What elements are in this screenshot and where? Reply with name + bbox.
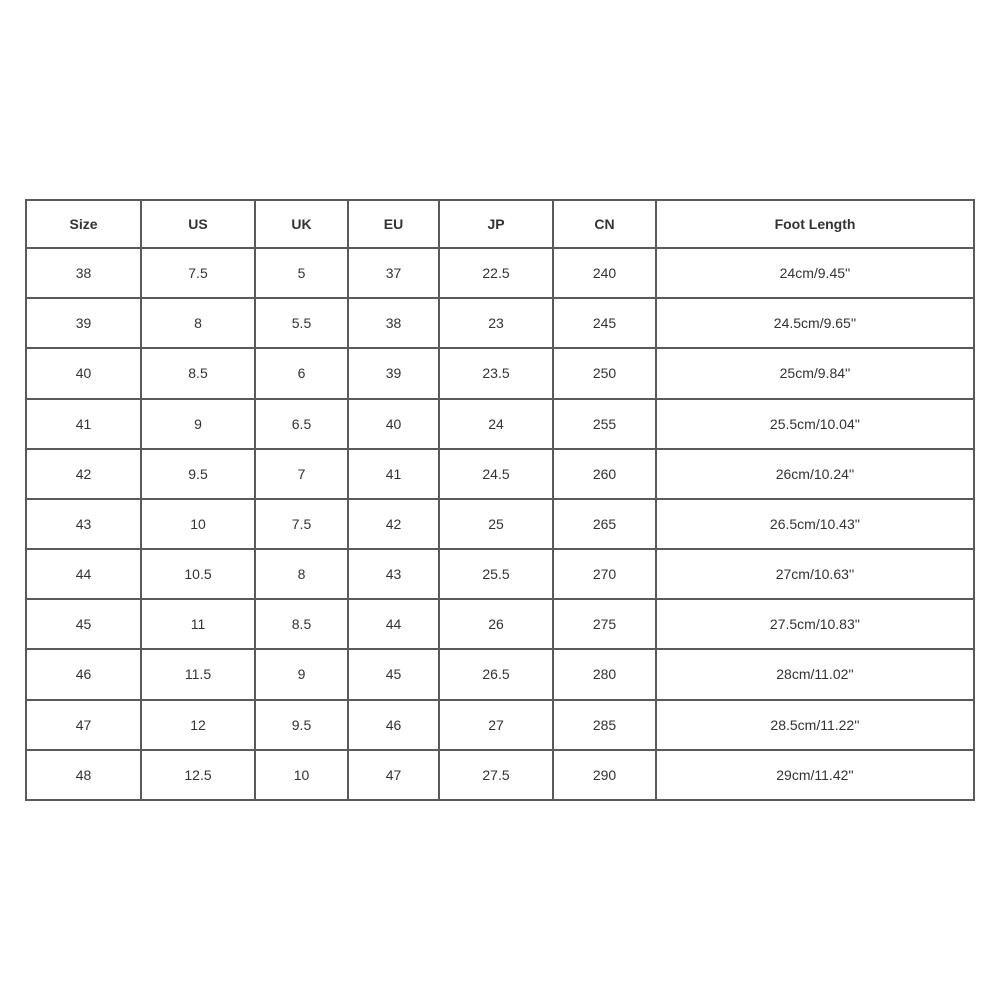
cell-foot-length: 27cm/10.63'' — [656, 549, 974, 599]
cell-uk: 7.5 — [255, 499, 348, 549]
cell-foot-length: 25.5cm/10.04'' — [656, 399, 974, 449]
cell-size: 47 — [26, 700, 141, 750]
cell-size: 45 — [26, 599, 141, 649]
cell-jp: 27 — [439, 700, 553, 750]
cell-eu: 45 — [348, 649, 439, 699]
table-row — [26, 499, 974, 549]
header-us: US — [141, 200, 255, 248]
header-foot-length: Foot Length — [656, 200, 974, 248]
cell-jp: 26 — [439, 599, 553, 649]
cell-eu: 39 — [348, 348, 439, 398]
cell-foot-length: 26.5cm/10.43'' — [656, 499, 974, 549]
cell-cn: 245 — [553, 298, 656, 348]
cell-size: 46 — [26, 649, 141, 699]
header-eu: EU — [348, 200, 439, 248]
header-uk: UK — [255, 200, 348, 248]
cell-cn: 290 — [553, 750, 656, 800]
cell-uk: 9 — [255, 649, 348, 699]
cell-us: 12 — [141, 700, 255, 750]
cell-us: 9 — [141, 399, 255, 449]
cell-uk: 6.5 — [255, 399, 348, 449]
table-header — [26, 200, 974, 248]
cell-cn: 285 — [553, 700, 656, 750]
cell-uk: 8 — [255, 549, 348, 599]
cell-jp: 23 — [439, 298, 553, 348]
cell-cn: 280 — [553, 649, 656, 699]
cell-foot-length: 28cm/11.02'' — [656, 649, 974, 699]
cell-cn: 255 — [553, 399, 656, 449]
cell-uk: 5 — [255, 248, 348, 298]
cell-jp: 24 — [439, 399, 553, 449]
cell-eu: 37 — [348, 248, 439, 298]
cell-jp: 23.5 — [439, 348, 553, 398]
cell-jp: 27.5 — [439, 750, 553, 800]
cell-us: 8 — [141, 298, 255, 348]
cell-eu: 41 — [348, 449, 439, 499]
table-row — [26, 649, 974, 699]
table-row — [26, 449, 974, 499]
table-row — [26, 298, 974, 348]
cell-us: 7.5 — [141, 248, 255, 298]
cell-jp: 25 — [439, 499, 553, 549]
cell-uk: 7 — [255, 449, 348, 499]
cell-size: 41 — [26, 399, 141, 449]
cell-us: 11.5 — [141, 649, 255, 699]
cell-eu: 44 — [348, 599, 439, 649]
cell-us: 11 — [141, 599, 255, 649]
cell-foot-length: 28.5cm/11.22'' — [656, 700, 974, 750]
cell-cn: 275 — [553, 599, 656, 649]
table-body — [26, 248, 974, 800]
table-row — [26, 700, 974, 750]
cell-us: 12.5 — [141, 750, 255, 800]
cell-cn: 250 — [553, 348, 656, 398]
table-row — [26, 750, 974, 800]
header-size: Size — [26, 200, 141, 248]
header-jp: JP — [439, 200, 553, 248]
cell-foot-length: 27.5cm/10.83'' — [656, 599, 974, 649]
cell-jp: 24.5 — [439, 449, 553, 499]
cell-us: 9.5 — [141, 449, 255, 499]
table-row — [26, 599, 974, 649]
cell-foot-length: 25cm/9.84'' — [656, 348, 974, 398]
cell-cn: 260 — [553, 449, 656, 499]
header-cn: CN — [553, 200, 656, 248]
cell-eu: 43 — [348, 549, 439, 599]
cell-jp: 26.5 — [439, 649, 553, 699]
cell-size: 38 — [26, 248, 141, 298]
table-row — [26, 399, 974, 449]
cell-cn: 265 — [553, 499, 656, 549]
cell-foot-length: 29cm/11.42'' — [656, 750, 974, 800]
cell-uk: 6 — [255, 348, 348, 398]
cell-jp: 22.5 — [439, 248, 553, 298]
table-row — [26, 248, 974, 298]
cell-eu: 47 — [348, 750, 439, 800]
cell-size: 40 — [26, 348, 141, 398]
cell-us: 8.5 — [141, 348, 255, 398]
cell-uk: 10 — [255, 750, 348, 800]
cell-eu: 42 — [348, 499, 439, 549]
cell-us: 10 — [141, 499, 255, 549]
cell-foot-length: 24.5cm/9.65'' — [656, 298, 974, 348]
cell-uk: 5.5 — [255, 298, 348, 348]
header-row — [26, 200, 974, 248]
cell-uk: 8.5 — [255, 599, 348, 649]
cell-size: 43 — [26, 499, 141, 549]
cell-foot-length: 26cm/10.24'' — [656, 449, 974, 499]
cell-cn: 270 — [553, 549, 656, 599]
cell-size: 44 — [26, 549, 141, 599]
cell-eu: 38 — [348, 298, 439, 348]
size-chart-table — [25, 199, 975, 801]
table-row — [26, 549, 974, 599]
cell-eu: 46 — [348, 700, 439, 750]
table-row — [26, 348, 974, 398]
cell-us: 10.5 — [141, 549, 255, 599]
cell-uk: 9.5 — [255, 700, 348, 750]
cell-foot-length: 24cm/9.45'' — [656, 248, 974, 298]
cell-cn: 240 — [553, 248, 656, 298]
cell-jp: 25.5 — [439, 549, 553, 599]
cell-size: 39 — [26, 298, 141, 348]
cell-eu: 40 — [348, 399, 439, 449]
cell-size: 48 — [26, 750, 141, 800]
cell-size: 42 — [26, 449, 141, 499]
